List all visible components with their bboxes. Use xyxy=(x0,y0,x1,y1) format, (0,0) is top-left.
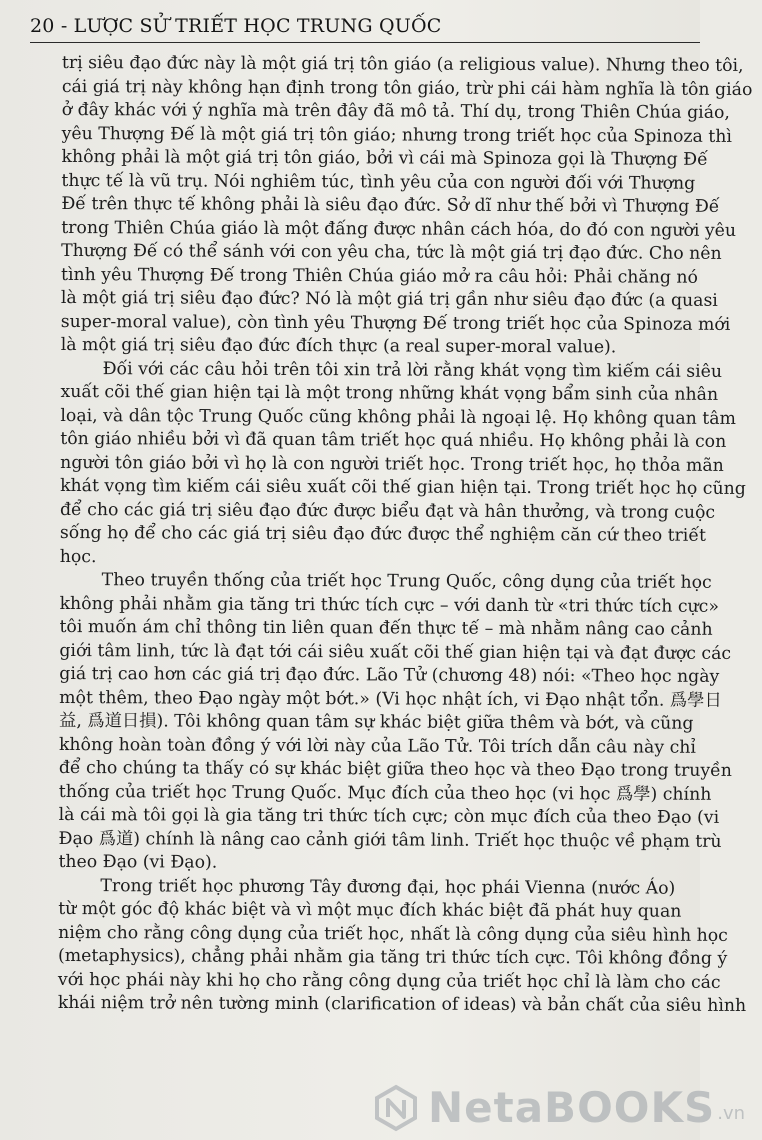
text-line: Đối với các câu hỏi trên tôi xin trả lời rằng khát vọng tìm kiếm cái siêu xyxy=(102,358,723,382)
text-line: để cho chúng ta thấy có sự khác biệt giữa theo học và theo Đạo trong truyền xyxy=(58,757,732,781)
text-line: yêu Thượng Đế là một giá trị tôn giáo; nhưng trong triết học của Spinoza thì xyxy=(61,123,732,147)
text-line: Theo truyền thống của triết học Trung Quốc, công dụng của triết học xyxy=(101,570,712,593)
text-line: Thượng Đế có thể sánh với con yêu cha, tức là một giá trị đạo đức. Cho nên xyxy=(61,240,722,264)
text-line: là một giá trị siêu đạo đức đích thực (a real super-moral value). xyxy=(60,334,617,358)
text-line: một thêm, theo Đạo ngày một bớt.» (Vi học nhật ích, vi Đạo nhật tổn. 爲學日 xyxy=(59,687,722,711)
text-line: học. xyxy=(59,546,97,567)
text-line: niệm cho rằng công dụng của triết học, nhất là công dụng của siêu hình học xyxy=(58,922,728,946)
text-line: loại, và dân tộc Trung Quốc cũng không phải là ngoại lệ. Họ không quan tâm xyxy=(60,405,737,429)
watermark-text: NetaBOOKS xyxy=(428,1083,716,1132)
text-line: thống của triết học Trung Quốc. Mục đích của theo học (vi học 爲學) chính xyxy=(58,781,712,805)
text-line: sống họ để cho các giá trị siêu đạo đức được thể nghiệm căn cứ theo triết xyxy=(59,522,706,546)
text-line: ở đây khác với ý nghĩa mà trên đây đã mô tả. Thí dụ, trong Thiên Chúa giáo, xyxy=(61,99,730,123)
text-line: giới tâm linh, tức là đạt tới cái siêu xuất cõi thế gian hiện tại và đạt được các xyxy=(59,640,732,664)
text-line: để cho các giá trị siêu đạo đức được biểu đạt và hân thưởng, và trong cuộc xyxy=(59,499,716,523)
text-line: khát vọng tìm kiếm cái siêu xuất cõi thế gian hiện tại. Trong triết học họ cũng xyxy=(60,475,746,499)
text-line: là cái mà tôi gọi là gia tăng tri thức tích cực; còn mục đích của theo Đạo (vi xyxy=(58,804,720,828)
text-line: tình yêu Thượng Đế trong Thiên Chúa giáo mở ra câu hỏi: Phải chăng nó xyxy=(60,264,698,288)
paragraph-1 xyxy=(61,52,762,361)
text-line: người tôn giáo bởi vì họ là con người triết học. Trong triết học, họ thỏa mãn xyxy=(60,452,724,476)
text-line: Đạo 爲道) chính là nâng cao cảnh giới tâm linh. Triết học thuộc về phạm trù xyxy=(58,828,722,852)
header-title: 20 - LƯỢC SỬ TRIẾT HỌC TRUNG QUỐC xyxy=(30,15,442,37)
watermark-suffix: .vn xyxy=(717,1103,746,1124)
text-line: 益, 爲道日損). Tôi không quan tâm sự khác biệt giữa thêm và bớt, và cũng xyxy=(59,710,694,734)
netabooks-logo-icon xyxy=(372,1084,420,1132)
text-line: tôn giáo nhiều bởi vì đã quan tâm triết học quá nhiều. Họ không phải là con xyxy=(60,428,727,452)
watermark xyxy=(372,1083,745,1132)
paragraph-4 xyxy=(58,874,759,1018)
page-body xyxy=(58,52,762,1019)
text-line: không phải là một giá trị tôn giáo, bởi vì cái mà Spinoza gọi là Thượng Đế xyxy=(61,146,708,170)
text-line: theo Đạo (vi Đạo). xyxy=(58,851,218,873)
text-line: Trong triết học phương Tây đương đại, học phái Vienna (nước Áo) xyxy=(100,875,676,899)
text-line: không phải nhằm gia tăng tri thức tích cực – với danh từ «tri thức tích cực» xyxy=(59,593,719,617)
running-header xyxy=(30,10,700,43)
text-line: thực tế là vũ trụ. Nói nghiêm túc, tình yêu của con người đối với Thượng xyxy=(61,170,696,194)
text-line: Đế trên thực tế không phải là siêu đạo đức. Sở dĩ như thế bởi vì Thượng Đế xyxy=(61,193,720,217)
text-line: trong Thiên Chúa giáo là một đấng được nhân cách hóa, do đó con người yêu xyxy=(61,217,737,241)
text-line: từ một góc độ khác biệt và vì một mục đích khác biệt đã phát huy quan xyxy=(58,898,682,922)
text-line: không hoàn toàn đồng ý với lời này của Lão Tử. Tôi trích dẫn câu này chỉ xyxy=(58,734,697,758)
paragraph-3 xyxy=(58,569,759,878)
text-line: với học phái này khi họ cho rằng công dụng của triết học chỉ là làm cho các xyxy=(57,969,721,993)
paragraph-2 xyxy=(60,357,761,572)
text-line: tôi muốn ám chỉ thông tin liên quan đến thực tế – mà nhằm nâng cao cảnh xyxy=(59,616,713,640)
text-line: (metaphysics), chẳng phải nhằm gia tăng tri thức tích cực. Tôi không đồng ý xyxy=(58,945,728,969)
text-line: là một giá trị siêu đạo đức? Nó là một giá trị gần như siêu đạo đức (a quasi xyxy=(60,287,718,311)
text-line: trị siêu đạo đức này là một giá trị tôn giáo (a religious value). Nhưng theo tôi, xyxy=(61,52,744,76)
text-line: xuất cõi thế gian hiện tại là một trong những khát vọng bẩm sinh của nhân xyxy=(60,381,719,405)
text-line: giá trị cao hơn các giá trị đạo đức. Lão Tử (chương 48) nói: «Theo học ngày xyxy=(59,663,720,687)
text-line: khái niệm trở nên tường minh (clarification of ideas) và bản chất của siêu hình xyxy=(57,992,747,1016)
text-line: cái giá trị này không hạn định trong tôn giáo, trừ phi cái hàm nghĩa là tôn giáo xyxy=(61,76,753,100)
text-line: super-moral value), còn tình yêu Thượng Đế trong triết học của Spinoza mới xyxy=(60,311,731,335)
